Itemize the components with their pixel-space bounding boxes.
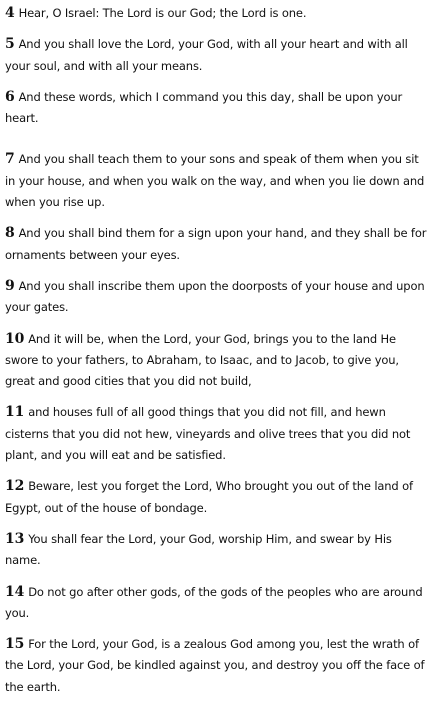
- verse-text: Hear, O Israel: The Lord is our God; the Lord is one.: [18, 6, 307, 20]
- verse-text: And you shall inscribe them upon the doorposts of your house and upon your gates.: [5, 278, 425, 315]
- verse-12: [5, 476, 429, 519]
- verse-text: And it will be, when the Lord, your God, brings you to the land He swore to your fathers, to Abraham, to Isaac, and to Jacob, to give you, great and good cities that you did not build,: [5, 331, 399, 389]
- verse-number[interactable]: 5: [5, 36, 15, 53]
- verse-number[interactable]: 8: [5, 225, 15, 242]
- verse-number[interactable]: 9: [5, 277, 15, 294]
- verse-text: For the Lord, your God, is a zealous God among you, lest the wrath of the Lord, your God, be kindled against you, and destroy you off the face of the earth.: [5, 637, 425, 694]
- verse-14: [5, 582, 429, 625]
- verse-text: You shall fear the Lord, your God, worship Him, and swear by His name.: [5, 531, 392, 568]
- verse-4: [5, 3, 429, 24]
- verse-15: [5, 634, 429, 698]
- verse-number[interactable]: 11: [5, 404, 25, 421]
- verse-number[interactable]: 12: [5, 478, 25, 495]
- verse-13: [5, 529, 429, 572]
- verse-number[interactable]: 15: [5, 636, 25, 653]
- verse-list: [5, 3, 429, 708]
- verse-number[interactable]: 6: [5, 88, 15, 105]
- verse-text: and houses full of all good things that you did not fill, and hewn cisterns that you did not hew, vineyards and olive trees that you did not plant, and you will eat and be satisfied.: [5, 405, 411, 463]
- verse-7: [5, 149, 429, 213]
- verse-text: Beware, lest you forget the Lord, Who brought you out of the land of Egypt, out of the house of bondage.: [5, 479, 413, 515]
- verse-number[interactable]: 14: [5, 583, 25, 600]
- verse-9: [5, 276, 429, 319]
- verse-number[interactable]: 4: [5, 5, 15, 21]
- verse-11: [5, 402, 429, 466]
- verse-6: [5, 87, 429, 130]
- verse-text: And these words, which I command you this day, shall be upon your heart.: [5, 89, 403, 126]
- verse-10: [5, 329, 429, 393]
- verse-text: And you shall bind them for a sign upon your hand, and they shall be for ornaments between your eyes.: [5, 226, 427, 262]
- verse-number[interactable]: 7: [5, 151, 15, 168]
- verse-text: And you shall teach them to your sons and speak of them when you sit in your house, and when you walk on the way, and when you lie down and when you rise up.: [5, 152, 425, 210]
- verse-text: Do not go after other gods, of the gods of the peoples who are around you.: [5, 584, 423, 620]
- verse-5: [5, 34, 429, 77]
- verse-8: [5, 223, 429, 266]
- verse-text: And you shall love the Lord, your God, with all your heart and with all your soul, and with all your means.: [5, 37, 408, 73]
- verse-number[interactable]: 10: [5, 330, 25, 347]
- verse-number[interactable]: 13: [5, 530, 25, 547]
